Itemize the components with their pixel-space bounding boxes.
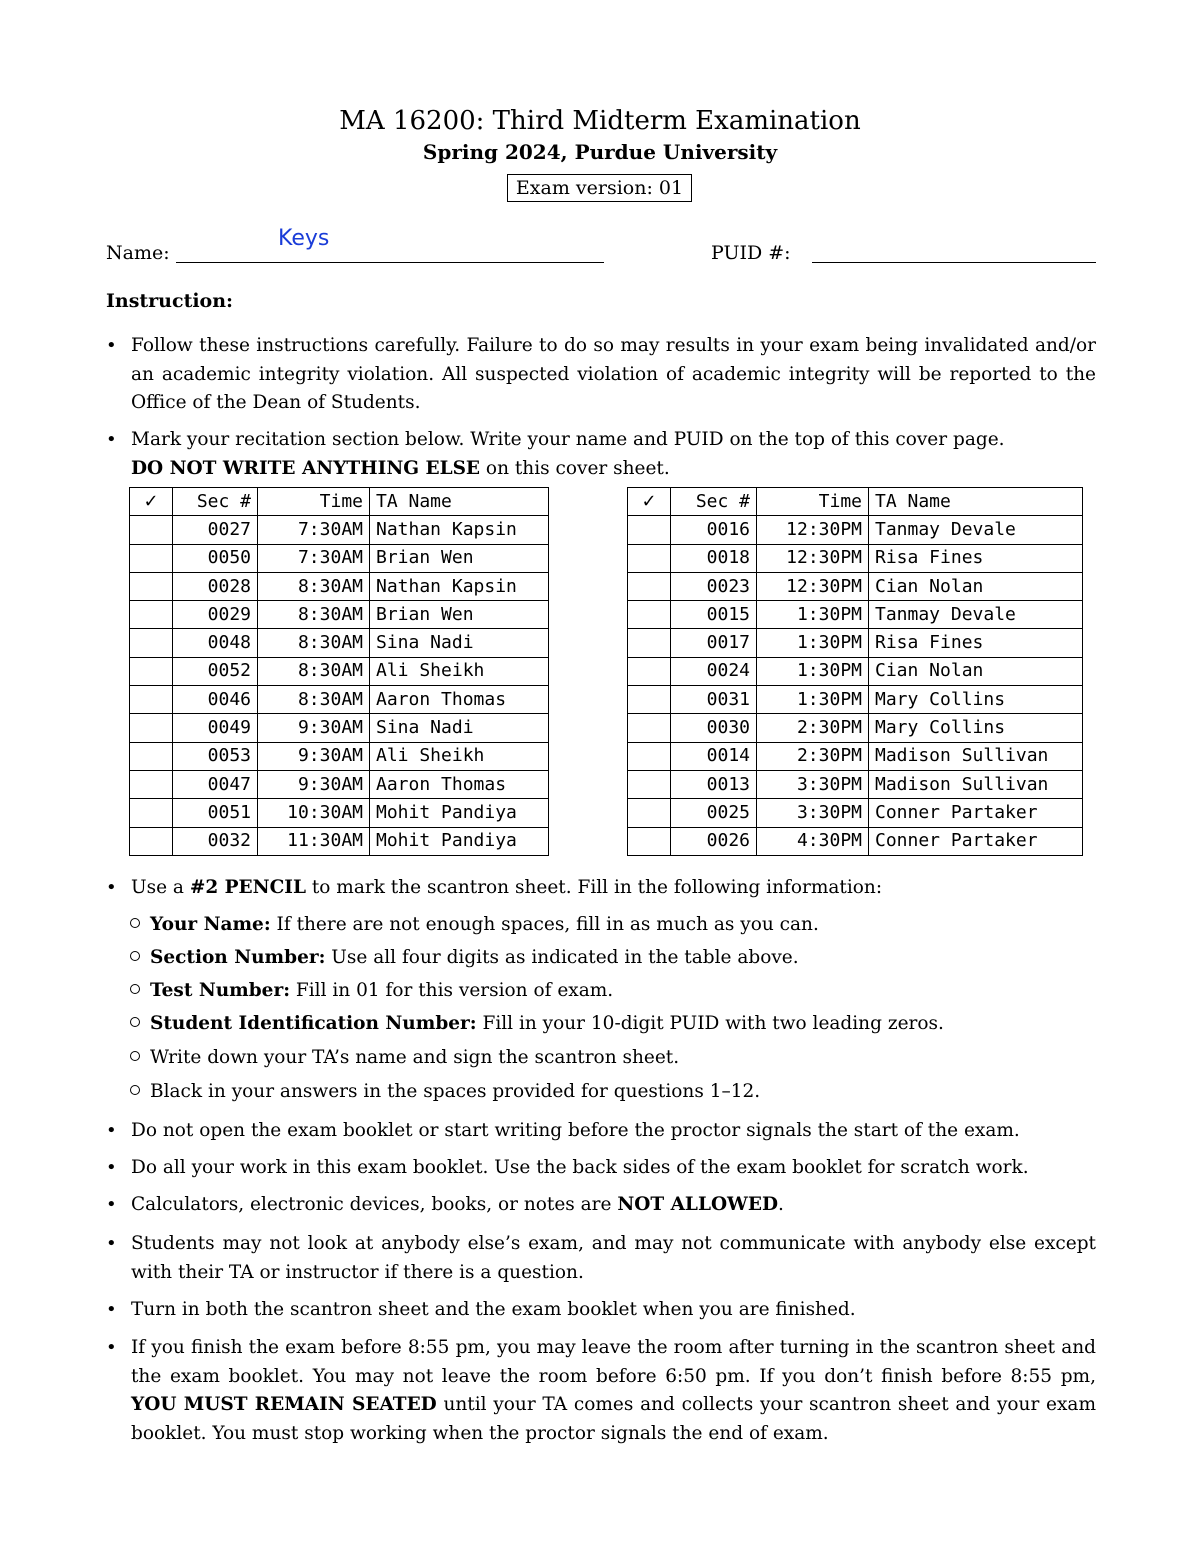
section-ta-name: Ali Sheikh xyxy=(370,742,549,770)
section-number: 0024 xyxy=(671,657,757,685)
instruction-text-part: Calculators, electronic devices, books, or notes are xyxy=(131,1194,618,1215)
section-ta-name: Mary Collins xyxy=(869,714,1083,742)
section-ta-name: Conner Partaker xyxy=(869,799,1083,827)
table-row xyxy=(628,714,1083,742)
circle-bullet-icon xyxy=(130,918,140,928)
section-ta-name: Mary Collins xyxy=(869,686,1083,714)
instruction-text-part: until your TA comes and collects your scantron sheet and your exam booklet. You must stop working when the proctor signals the end of exam. xyxy=(131,1394,1096,1444)
sub-item-text: Fill in 01 for this version of exam. xyxy=(290,980,614,1001)
sub-item-text: Black in your answers in the spaces provided for questions 1–12. xyxy=(150,1081,761,1102)
section-ta-name: Madison Sullivan xyxy=(869,742,1083,770)
section-time: 11:30AM xyxy=(258,827,370,855)
instruction-item xyxy=(106,1230,1096,1287)
exam-version-box: Exam version: 01 xyxy=(507,174,692,202)
section-number: 0026 xyxy=(671,827,757,855)
section-time: 7:30AM xyxy=(258,516,370,544)
section-check-box[interactable] xyxy=(130,516,173,544)
section-time: 12:30PM xyxy=(757,572,869,600)
section-check-box[interactable] xyxy=(628,770,671,798)
instruction-emphasis: #2 PENCIL xyxy=(189,877,306,898)
section-time: 1:30PM xyxy=(757,686,869,714)
instruction-text xyxy=(131,426,1096,483)
section-ta-name: Conner Partaker xyxy=(869,827,1083,855)
column-header-time: Time xyxy=(258,488,370,516)
instruction-heading: Instruction: xyxy=(106,290,234,312)
section-time: 2:30PM xyxy=(757,714,869,742)
section-check-box[interactable] xyxy=(130,827,173,855)
instruction-text: Turn in both the scantron sheet and the exam booklet when you are finished. xyxy=(131,1299,856,1320)
instruction-text-part: on this cover sheet. xyxy=(480,457,670,479)
section-time: 3:30PM xyxy=(757,799,869,827)
section-ta-name: Brian Wen xyxy=(370,601,549,629)
section-number: 0032 xyxy=(173,827,258,855)
section-ta-name: Sina Nadi xyxy=(370,714,549,742)
section-time: 9:30AM xyxy=(258,770,370,798)
section-time: 2:30PM xyxy=(757,742,869,770)
table-row xyxy=(628,629,1083,657)
instruction-text: Do all your work in this exam booklet. Use the back sides of the exam booklet for scratch work. xyxy=(131,1157,1029,1178)
instruction-text-part: Mark your recitation section below. Write your name and PUID on the top of this cover page. xyxy=(131,429,1005,450)
instruction-item xyxy=(106,1296,1096,1325)
section-check-box[interactable] xyxy=(628,629,671,657)
section-time: 1:30PM xyxy=(757,629,869,657)
section-check-box[interactable] xyxy=(628,572,671,600)
section-number: 0018 xyxy=(671,544,757,572)
section-number: 0051 xyxy=(173,799,258,827)
table-header-row xyxy=(130,488,549,516)
instruction-item xyxy=(106,1154,1096,1183)
section-time: 8:30AM xyxy=(258,572,370,600)
circle-bullet-icon xyxy=(130,1051,140,1061)
section-time: 3:30PM xyxy=(757,770,869,798)
exam-subtitle: Spring 2024, Purdue University xyxy=(422,140,778,164)
section-number: 0049 xyxy=(173,714,258,742)
table-row xyxy=(130,544,549,572)
instruction-item xyxy=(106,1334,1096,1448)
section-time: 7:30AM xyxy=(258,544,370,572)
instruction-item xyxy=(106,874,1096,903)
section-time: 8:30AM xyxy=(258,657,370,685)
table-row xyxy=(130,601,549,629)
bullet-dot: • xyxy=(106,1299,117,1320)
table-header-row xyxy=(628,488,1083,516)
section-time: 4:30PM xyxy=(757,827,869,855)
section-time: 8:30AM xyxy=(258,601,370,629)
section-number: 0050 xyxy=(173,544,258,572)
table-row xyxy=(628,827,1083,855)
section-time: 10:30AM xyxy=(258,799,370,827)
circle-bullet-icon xyxy=(130,984,140,994)
table-row xyxy=(628,657,1083,685)
section-time: 12:30PM xyxy=(757,544,869,572)
section-ta-name: Risa Fines xyxy=(869,629,1083,657)
section-time: 9:30AM xyxy=(258,714,370,742)
table-row xyxy=(628,742,1083,770)
section-check-box[interactable] xyxy=(628,601,671,629)
name-field-value[interactable]: Keys xyxy=(278,226,330,251)
section-ta-name: Mohit Pandiya xyxy=(370,827,549,855)
section-number: 0025 xyxy=(671,799,757,827)
sub-list-item xyxy=(130,1077,760,1107)
section-check-box[interactable] xyxy=(130,770,173,798)
section-time: 1:30PM xyxy=(757,657,869,685)
sub-list-item xyxy=(130,976,613,1006)
bullet-dot: • xyxy=(106,1233,117,1254)
table-row xyxy=(628,770,1083,798)
name-label: Name: xyxy=(106,242,170,264)
circle-bullet-icon xyxy=(130,951,140,961)
section-ta-name: Aaron Thomas xyxy=(370,686,549,714)
section-check-box[interactable] xyxy=(130,799,173,827)
section-check-box[interactable] xyxy=(628,657,671,685)
name-field-line[interactable] xyxy=(176,262,604,263)
section-number: 0029 xyxy=(173,601,258,629)
column-header-ta: TA Name xyxy=(370,488,549,516)
section-check-box[interactable] xyxy=(130,686,173,714)
section-ta-name: Aaron Thomas xyxy=(370,770,549,798)
section-time: 8:30AM xyxy=(258,629,370,657)
sub-item-label: Test Number: xyxy=(150,980,291,1001)
section-check-box[interactable] xyxy=(130,657,173,685)
sub-list-item xyxy=(130,943,799,973)
bullet-dot: • xyxy=(106,429,117,450)
exam-title: MA 16200: Third Midterm Examination xyxy=(339,106,861,136)
column-header-ta: TA Name xyxy=(869,488,1083,516)
section-check-box[interactable] xyxy=(130,544,173,572)
column-header-check: ✓ xyxy=(130,488,173,516)
table-row xyxy=(130,657,549,685)
bullet-dot: • xyxy=(106,877,117,898)
section-table-left xyxy=(129,487,549,856)
section-ta-name: Madison Sullivan xyxy=(869,770,1083,798)
instruction-text xyxy=(131,1334,1096,1448)
section-number: 0013 xyxy=(671,770,757,798)
bullet-dot: • xyxy=(106,335,117,356)
puid-field-line[interactable] xyxy=(812,262,1096,263)
section-number: 0023 xyxy=(671,572,757,600)
section-ta-name: Ali Sheikh xyxy=(370,657,549,685)
section-table-right xyxy=(627,487,1083,856)
table-row xyxy=(130,714,549,742)
instruction-item xyxy=(106,1191,1096,1220)
section-check-box[interactable] xyxy=(628,516,671,544)
column-header-check: ✓ xyxy=(628,488,671,516)
sub-item-label: Your Name: xyxy=(150,914,271,935)
section-time: 1:30PM xyxy=(757,601,869,629)
instruction-text-part: Use a xyxy=(131,877,190,898)
section-number: 0031 xyxy=(671,686,757,714)
section-check-box[interactable] xyxy=(628,799,671,827)
section-ta-name: Tanmay Devale xyxy=(869,601,1083,629)
instruction-emphasis: NOT ALLOWED xyxy=(617,1194,778,1215)
section-number: 0015 xyxy=(671,601,757,629)
instruction-text: Follow these instructions carefully. Failure to do so may results in your exam being invalidated and/or an academic integrity violation. All suspected violation of academic integrity will be reported to the Office of the Dean of Students. xyxy=(131,335,1096,413)
section-ta-name: Brian Wen xyxy=(370,544,549,572)
section-number: 0046 xyxy=(173,686,258,714)
instruction-item xyxy=(106,1117,1096,1146)
sub-list-item xyxy=(130,1043,679,1073)
section-ta-name: Nathan Kapsin xyxy=(370,516,549,544)
table-row xyxy=(130,799,549,827)
instruction-text-part: . xyxy=(777,1194,784,1215)
section-number: 0052 xyxy=(173,657,258,685)
section-check-box[interactable] xyxy=(628,714,671,742)
table-row xyxy=(130,516,549,544)
table-row xyxy=(628,544,1083,572)
section-ta-name: Sina Nadi xyxy=(370,629,549,657)
bullet-dot: • xyxy=(106,1157,117,1178)
section-check-box[interactable] xyxy=(130,601,173,629)
column-header-sec: Sec # xyxy=(173,488,258,516)
column-header-sec: Sec # xyxy=(671,488,757,516)
circle-bullet-icon xyxy=(130,1017,140,1027)
instruction-emphasis: YOU MUST REMAIN SEATED xyxy=(131,1394,437,1415)
table-row xyxy=(628,572,1083,600)
instruction-item xyxy=(106,426,1096,483)
instruction-text: Do not open the exam booklet or start writing before the proctor signals the start of the exam. xyxy=(131,1120,1020,1141)
section-check-box[interactable] xyxy=(130,629,173,657)
instruction-text: Students may not look at anybody else’s exam, and may not communicate with anybody else except with their TA or instructor if there is a question. xyxy=(131,1233,1096,1283)
instruction-item xyxy=(106,332,1096,418)
bullet-dot: • xyxy=(106,1337,117,1358)
section-number: 0053 xyxy=(173,742,258,770)
section-check-box[interactable] xyxy=(628,686,671,714)
section-ta-name: Cian Nolan xyxy=(869,572,1083,600)
bullet-dot: • xyxy=(106,1120,117,1141)
sub-list-item xyxy=(130,910,819,940)
table-row xyxy=(628,516,1083,544)
sub-item-label: Section Number: xyxy=(150,947,326,968)
section-time: 8:30AM xyxy=(258,686,370,714)
section-check-box[interactable] xyxy=(628,827,671,855)
table-row xyxy=(130,827,549,855)
section-time: 12:30PM xyxy=(757,516,869,544)
sub-item-label: Student Identification Number: xyxy=(150,1013,477,1034)
sub-item-text: Fill in your 10-digit PUID with two leading zeros. xyxy=(476,1013,944,1034)
section-number: 0017 xyxy=(671,629,757,657)
sub-item-text: Use all four digits as indicated in the table above. xyxy=(325,947,799,968)
circle-bullet-icon xyxy=(130,1085,140,1095)
section-ta-name: Tanmay Devale xyxy=(869,516,1083,544)
table-row xyxy=(130,770,549,798)
instruction-emphasis: DO NOT WRITE ANYTHING ELSE xyxy=(131,457,481,479)
table-row xyxy=(130,572,549,600)
section-check-box[interactable] xyxy=(130,714,173,742)
section-check-box[interactable] xyxy=(628,742,671,770)
section-ta-name: Mohit Pandiya xyxy=(370,799,549,827)
section-number: 0047 xyxy=(173,770,258,798)
section-number: 0016 xyxy=(671,516,757,544)
bullet-dot: • xyxy=(106,1194,117,1215)
section-number: 0014 xyxy=(671,742,757,770)
sub-item-text: If there are not enough spaces, fill in as much as you can. xyxy=(270,914,819,935)
section-ta-name: Risa Fines xyxy=(869,544,1083,572)
table-row xyxy=(130,742,549,770)
instruction-text xyxy=(131,874,1096,903)
sub-list-item xyxy=(130,1009,944,1039)
sub-item-text: Write down your TA’s name and sign the scantron sheet. xyxy=(150,1047,680,1068)
section-check-box[interactable] xyxy=(130,572,173,600)
table-row xyxy=(130,629,549,657)
section-ta-name: Cian Nolan xyxy=(869,657,1083,685)
section-check-box[interactable] xyxy=(628,544,671,572)
table-row xyxy=(628,601,1083,629)
section-time: 9:30AM xyxy=(258,742,370,770)
section-ta-name: Nathan Kapsin xyxy=(370,572,549,600)
table-row xyxy=(130,686,549,714)
section-check-box[interactable] xyxy=(130,742,173,770)
instruction-text-part: to mark the scantron sheet. Fill in the following information: xyxy=(305,877,883,898)
instruction-text xyxy=(131,1191,1096,1220)
section-number: 0048 xyxy=(173,629,258,657)
table-row xyxy=(628,799,1083,827)
column-header-time: Time xyxy=(757,488,869,516)
section-number: 0027 xyxy=(173,516,258,544)
section-number: 0028 xyxy=(173,572,258,600)
instruction-text-part: If you finish the exam before 8:55 pm, you may leave the room after turning in the scantron sheet and the exam booklet. You may not leave the room before 6:50 pm. If you don’t finish before 8:55 pm, xyxy=(131,1337,1096,1387)
puid-label: PUID #: xyxy=(711,242,791,264)
table-row xyxy=(628,686,1083,714)
section-number: 0030 xyxy=(671,714,757,742)
